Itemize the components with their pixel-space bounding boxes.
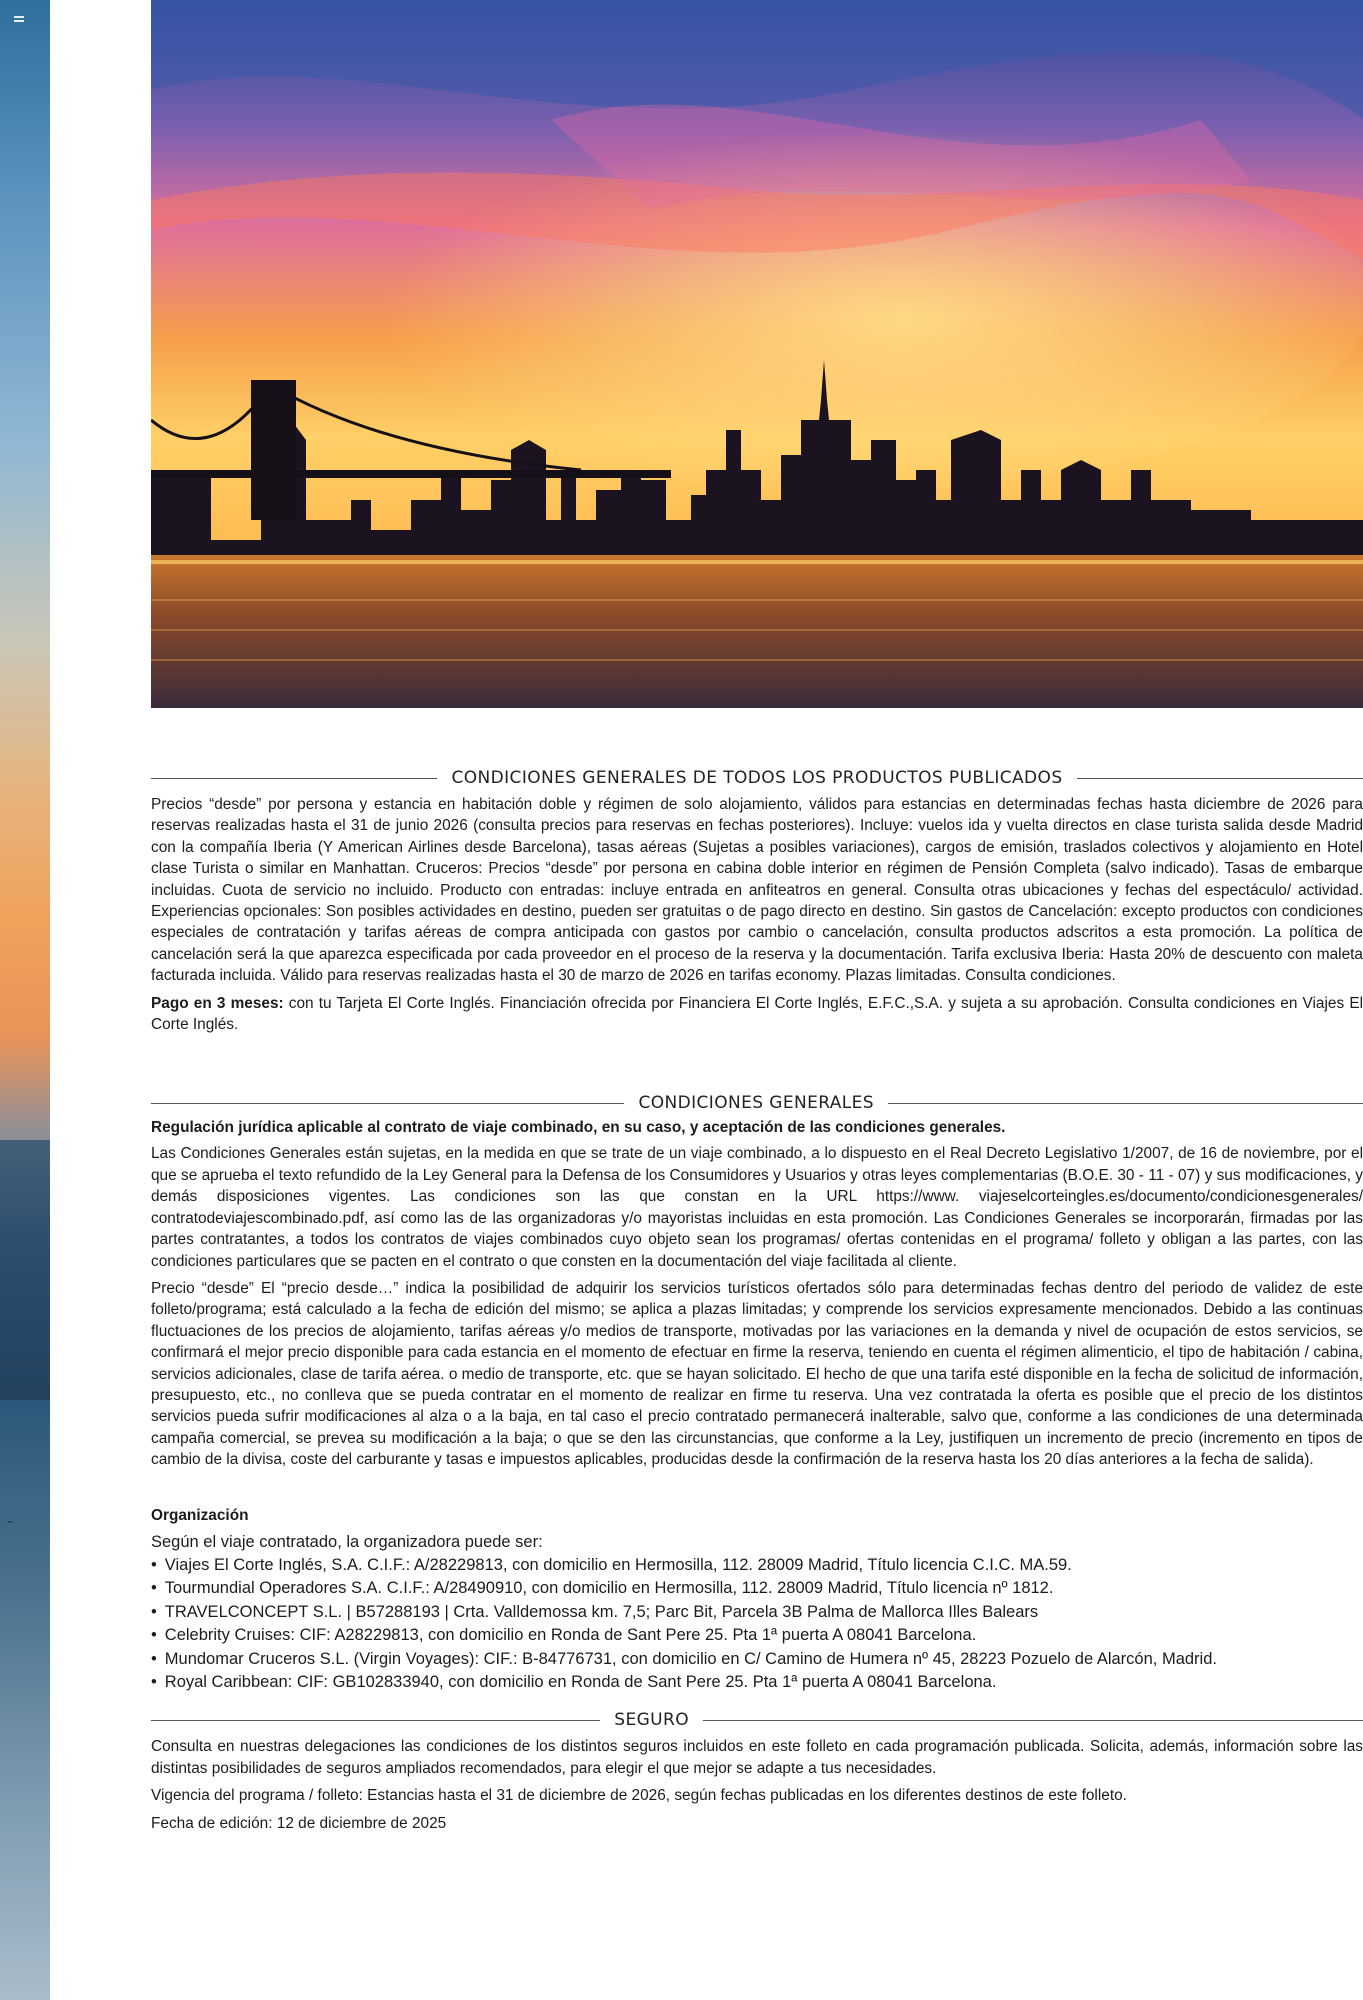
heading-rule bbox=[888, 1103, 1363, 1104]
side-skyline bbox=[0, 1140, 50, 1400]
list-item: • Royal Caribbean: CIF: GB102833940, con domicilio en Ronda de Sant Pere 25. Pta 1ª puerta A 08041 Barcelona. bbox=[151, 1671, 1363, 1694]
generales-subtitle: Regulación jurídica aplicable al contrato de viaje combinado, en su caso, y aceptación de las condiciones generales. bbox=[151, 1119, 1006, 1137]
list-item: • TRAVELCONCEPT S.L. | B57288193 | Crta. Valldemossa km. 7,5; Parc Bit, Parcela 3B Palma de Mallorca Illes Balears bbox=[151, 1601, 1363, 1624]
heading-rule bbox=[151, 1720, 600, 1721]
section-heading-seguro bbox=[151, 1710, 1363, 1730]
seguro-paragraph: Consulta en nuestras delegaciones las condiciones de los distintos seguros incluidos en este folleto en cada programación publicada. Solicita, además, información sobre las distintas posibilidades de seguros ampliados recomendados, para elegir el que mejor se adapte a tus necesidades. bbox=[151, 1738, 1363, 1777]
heading-rule bbox=[151, 778, 437, 779]
conditions-content bbox=[151, 768, 1363, 1840]
section-title: SEGURO bbox=[614, 1710, 689, 1731]
list-item: • Tourmundial Operadores S.A. C.I.F.: A/28490910, con domicilio en Hermosilla, 112. 28009 Madrid, Título licencia nº 1812. bbox=[151, 1577, 1363, 1600]
section-heading-productos bbox=[151, 768, 1363, 788]
section-heading-generales bbox=[151, 1093, 1363, 1113]
productos-paragraph: Precios “desde” por persona y estancia en habitación doble y régimen de solo alojamiento, válidos para estancias en determinadas fechas hasta diciembre de 2026 para reservas realizadas hasta el 31 de junio 2026 (consulta precios para reservas en fechas posteriores). Incluye: vuelos ida y vuelta directos en clase turista salida desde Madrid con la compañía Iberia (Y American Airlines desde Barcelona), tasas aéreas (Sujetas a posibles variaciones), cargos de emisión, traslados colectivos y alojamiento en Hotel clase Turista o similar en Manhattan. Cruceros: Precios “desde” por persona en cabina doble interior en régimen de Pensión Completa (salvo indicado). Tasas de embarque incluidas. Cuota de servicio no incluido. Producto con entradas: incluye entrada en anfiteatros en general. Consulta otras ubicaciones y fechas del espectáculo/ actividad. Experiencias opcionales: Son posibles actividades en destino, pueden ser gratuitas o de pago directo en destino. Sin gastos de Cancelación: excepto productos con condiciones especiales de contratación y tarifas aéreas de compra anticipada con gastos por cambio o cancelación, consulta productos adscritos a esta promoción. La política de cancelación será la que aparezca especificada por cada proveedor en el proceso de la reserva y la documentación. Tarifa exclusiva Iberia: Hasta 20% de descuento con maleta facturada incluida. Válido para reservas realizadas hasta el 30 de marzo de 2026 en tarifas economy. Plazas limitadas. Consulta condiciones. bbox=[151, 796, 1363, 985]
organizacion-lead: Según el viaje contratado, la organizadora puede ser: bbox=[151, 1532, 543, 1551]
bird-icon bbox=[6, 1520, 14, 1526]
heading-rule bbox=[1077, 778, 1363, 779]
pago-text: con tu Tarjeta El Corte Inglés. Financiación ofrecida por Financiera El Corte Inglés, E.F.C.,S.A. y sujeta a su aprobación. Consulta condiciones en Viajes El Corte Inglés. bbox=[151, 994, 1363, 1034]
organizacion-title: Organización bbox=[151, 1506, 249, 1524]
list-item: • Viajes El Corte Inglés, S.A. C.I.F.: A/28229813, con domicilio en Hermosilla, 112. 28009 Madrid, Título licencia C.I.C. MA.59. bbox=[151, 1554, 1363, 1577]
list-item: • Celebrity Cruises: CIF: A28229813, con domicilio en Ronda de Sant Pere 25. Pta 1ª puerta A 08041 Barcelona. bbox=[151, 1624, 1363, 1647]
fecha-edicion: Fecha de edición: 12 de diciembre de 2025 bbox=[151, 1814, 447, 1832]
side-image-strip bbox=[0, 0, 50, 2000]
pago-paragraph bbox=[151, 993, 1363, 1036]
hero-photo bbox=[151, 0, 1363, 708]
heading-rule bbox=[151, 1103, 624, 1104]
list-item: • Mundomar Cruceros S.L. (Virgin Voyages): CIF.: B-84776731, con domicilio en C/ Camino de Humera nº 45, 28223 Pozuelo de Alarcón, Madrid. bbox=[151, 1648, 1363, 1671]
vigencia-text: Vigencia del programa / folleto: Estancias hasta el 31 de diciembre de 2026, según fechas publicadas en los diferentes destinos de este folleto. bbox=[151, 1787, 1127, 1805]
organizadoras-list bbox=[151, 1554, 1363, 1694]
menu-icon[interactable] bbox=[14, 16, 24, 25]
generales-paragraph-2: Precio “desde” El “precio desde…” indica la posibilidad de adquirir los servicios turísticos ofertados sólo para determinadas fechas dentro del periodo de validez de este folleto/programa; está calculado a la fecha de edición del mismo; se aplica a plazas limitadas; y comprende los servicios expresamente mencionados. Debido a las continuas fluctuaciones de los precios de alojamiento, tarifas aéreas y/o medios de transporte, motivadas por las variaciones en la demanda y nivel de ocupación de estos servicios, se confirmará el mejor precio disponible para cada estancia en el momento de efectuar en firme la reserva, teniendo en cuenta el régimen alimenticio, el tipo de habitación / cabina, servicios adicionales, clase de tarifa aérea. o medio de transporte, etc. que se hayan solicitado. El hecho de que una tarifa esté disponible en la fecha de solicitud de información, presupuesto, etc., no conlleva que se pueda contratar en el momento de realizar en firme tu reserva. Una vez contratada la oferta es posible que el precio de los distintos servicios pueda sufrir modificaciones al alza o a la baja, en tal caso el precio contratado permanecerá inalterable, salvo que, conforme a las condiciones de una determinada campaña comercial, se prevea su modificación a la baja; o que se den las circunstancias, que conforme a la Ley, justifiquen un incremento de precio (incremento en tipos de cambio de la divisa, coste del carburante y tasas e impuestos aplicables, producidas desde la confirmación de la reserva hasta los 20 días anteriores a la fecha de salida). bbox=[151, 1279, 1363, 1469]
pago-label: Pago en 3 meses: bbox=[151, 994, 284, 1012]
section-title: CONDICIONES GENERALES bbox=[638, 1093, 874, 1114]
heading-rule bbox=[703, 1720, 1363, 1721]
section-title: CONDICIONES GENERALES DE TODOS LOS PRODUCTOS PUBLICADOS bbox=[451, 768, 1063, 788]
generales-paragraph-1: Las Condiciones Generales están sujetas, en la medida en que se trate de un viaje combinado, a lo dispuesto en el Real Decreto Legislativo 1/2007, de 16 de noviembre, por el que se aprueba el texto refundido de la Ley General para la Defensa de los Consumidores y Usuarios y otras leyes complementarias (B.O.E. 30 - 11 - 07) y sus modificaciones, y demás disposiciones vigentes. Las condiciones son las que constan en la URL https://www. viajeselcorteingles.es/documento/condicionesgenerales/ contratodeviajescombinado.pdf, así como las de las organizadoras y/o mayoristas incluidas en esta promoción. Las Condiciones Generales se incorporarán, firmadas por las partes contratantes, a todos los contratos de viajes combinados cuyo objeto sean los programas/ ofertas contenidas en el programa/ folleto y obligan a las partes, con las condiciones particulares que se pacten en el contrato o que consten en la documentación del viaje facilitada al cliente. bbox=[151, 1145, 1363, 1270]
